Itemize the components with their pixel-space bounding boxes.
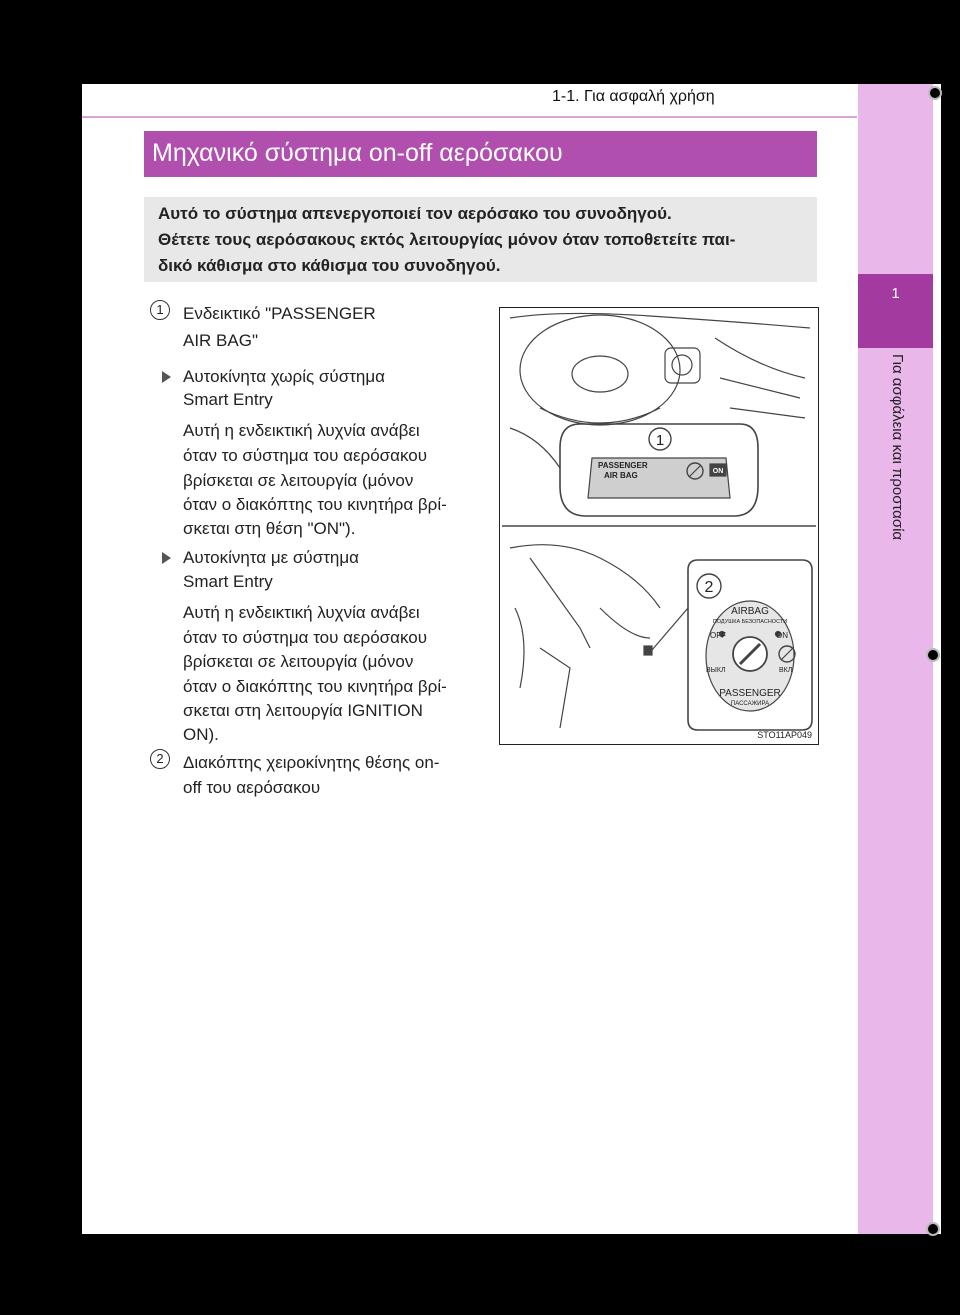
item-1-title-line-1: Ενδεικτικό "PASSENGER: [183, 304, 376, 323]
crop-mark-icon: [928, 86, 942, 100]
chapter-number: 1: [858, 274, 933, 348]
switch-airbag-ru: ПОДУШКА БЕЗОПАСНОСТИ: [712, 619, 788, 625]
bullet-arrow-icon: [162, 552, 171, 564]
sub1-body-line-2: όταν το σύστημα του αερόσακου: [183, 446, 428, 465]
sub2-body-line-5: σκεται στη λειτουργία IGNITION: [183, 701, 423, 720]
switch-passenger-ru: ПАССАЖИРА: [730, 701, 770, 707]
callout-1: 1: [655, 432, 665, 449]
running-head: 1-1. Για ασφαλή χρήση: [552, 88, 715, 105]
indicator-on: ON: [712, 468, 724, 475]
header-rule: [82, 116, 857, 118]
switch-on: ON: [776, 631, 788, 640]
item-2-title-line-2: off του αερόσακου: [183, 778, 321, 797]
item-1-number: 1: [150, 300, 170, 320]
intro-line-2: Θέτετε τους αερόσακους εκτός λειτουργίας μόνον όταν τοποθετείτε παι-: [158, 230, 736, 249]
sub1-heading-line-1: Αυτοκίνητα χωρίς σύστημα: [183, 367, 385, 386]
intro-line-3: δικό κάθισμα στο κάθισμα του συνοδηγού.: [158, 256, 501, 275]
sub1-body-line-1: Αυτή η ενδεικτική λυχνία ανάβει: [183, 421, 420, 440]
sub1-body-line-5: σκεται στη θέση "ON").: [183, 519, 356, 538]
chapter-title: Για ασφάλεια και προστασία: [889, 354, 906, 541]
crop-mark-icon: [926, 1222, 940, 1236]
airbag-illustration: [499, 307, 819, 745]
section-title-bar: [144, 131, 817, 177]
sub2-heading-line-2: Smart Entry: [183, 572, 273, 591]
sub2-body-line-4: όταν ο διακόπτης του κινητήρα βρί-: [183, 677, 447, 696]
indicator-label-2: AIR BAG: [604, 471, 638, 480]
switch-off: OFF: [710, 631, 726, 640]
intro-line-1: Αυτό το σύστημα απενεργοποιεί τον αερόσακο του συνοδηγού.: [158, 204, 672, 223]
switch-airbag: AIRBAG: [731, 606, 769, 617]
switch-off-ru: ВЫКЛ: [706, 667, 726, 674]
chapter-side-tab: [858, 84, 933, 1234]
indicator-label-1: PASSENGER: [598, 461, 648, 470]
sub2-body-line-6: ON).: [183, 725, 219, 744]
item-2-title-line-1: Διακόπτης χειροκίνητης θέσης on-: [183, 753, 440, 772]
sub2-body-line-2: όταν το σύστημα του αερόσακου: [183, 628, 428, 647]
bullet-arrow-icon: [162, 371, 171, 383]
figure-code: STO11AP049: [757, 730, 812, 740]
sub2-body-line-1: Αυτή η ενδεικτική λυχνία ανάβει: [183, 603, 420, 622]
crop-mark-icon: [926, 648, 940, 662]
section-title: Μηχανικό σύστημα on-off αερόσακου: [152, 139, 563, 167]
sub1-body-line-3: βρίσκεται σε λειτουργία (μόνον: [183, 471, 414, 490]
switch-on-ru: ВКЛ: [779, 667, 793, 674]
callout-2: 2: [704, 579, 714, 596]
sub1-body-line-4: όταν ο διακόπτης του κινητήρα βρί-: [183, 495, 447, 514]
manual-page: [82, 84, 941, 1234]
item-2-number: 2: [150, 749, 170, 769]
item-1-title-line-2: AIR BAG": [183, 331, 258, 350]
illustration-drawing: [500, 308, 818, 744]
intro-box: [144, 197, 817, 282]
sub1-heading-line-2: Smart Entry: [183, 390, 273, 409]
sub2-body-line-3: βρίσκεται σε λειτουργία (μόνον: [183, 652, 414, 671]
switch-passenger: PASSENGER: [719, 688, 781, 699]
sub2-heading-line-1: Αυτοκίνητα με σύστημα: [183, 548, 359, 567]
